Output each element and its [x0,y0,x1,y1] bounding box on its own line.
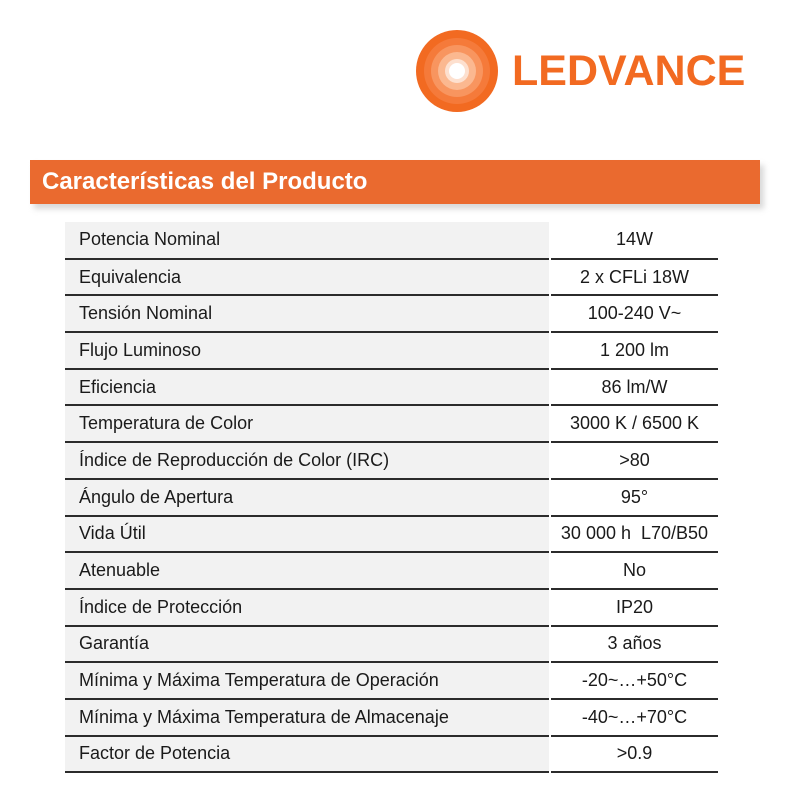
table-row [65,736,718,773]
spec-label: Mínima y Máxima Temperatura de Operación [65,662,550,699]
table-row [65,405,718,442]
header-banner [30,160,760,204]
spec-label: Temperatura de Color [65,405,550,442]
spec-value: -40~…+70°C [550,699,718,736]
spec-label: Índice de Reproducción de Color (IRC) [65,442,550,479]
spec-label: Índice de Protección [65,589,550,626]
ledvance-logo-icon [416,30,498,112]
table-row [65,662,718,699]
table-row [65,332,718,369]
spec-label: Equivalencia [65,259,550,296]
table-row [65,516,718,553]
brand-name: LEDVANCE [512,46,746,95]
spec-value: 100-240 V~ [550,295,718,332]
table-row [65,589,718,626]
table-row [65,295,718,332]
table-row [65,259,718,296]
table-row [65,222,718,259]
spec-value: >80 [550,442,718,479]
spec-label: Potencia Nominal [65,222,550,259]
page-title: Características del Producto [42,168,368,195]
spec-label: Flujo Luminoso [65,332,550,369]
table-row [65,626,718,663]
spec-label: Eficiencia [65,369,550,406]
spec-label: Atenuable [65,552,550,589]
spec-value: 86 lm/W [550,369,718,406]
spec-value: IP20 [550,589,718,626]
table-row [65,479,718,516]
spec-value: 3 años [550,626,718,663]
spec-value: 30 000 h L70/B50 [550,516,718,553]
spec-label: Tensión Nominal [65,295,550,332]
spec-value: >0.9 [550,736,718,773]
spec-label: Factor de Potencia [65,736,550,773]
spec-value: 1 200 lm [550,332,718,369]
spec-label: Vida Útil [65,516,550,553]
table-row [65,442,718,479]
spec-label: Ángulo de Apertura [65,479,550,516]
spec-value: -20~…+50°C [550,662,718,699]
spec-table [65,222,718,773]
spec-value: 95° [550,479,718,516]
spec-label: Garantía [65,626,550,663]
spec-value: 2 x CFLi 18W [550,259,718,296]
brand-logo [416,30,745,112]
table-row [65,369,718,406]
spec-value: No [550,552,718,589]
spec-label: Mínima y Máxima Temperatura de Almacenaje [65,699,550,736]
table-row [65,552,718,589]
spec-value: 14W [550,222,718,259]
spec-value: 3000 K / 6500 K [550,405,718,442]
table-row [65,699,718,736]
